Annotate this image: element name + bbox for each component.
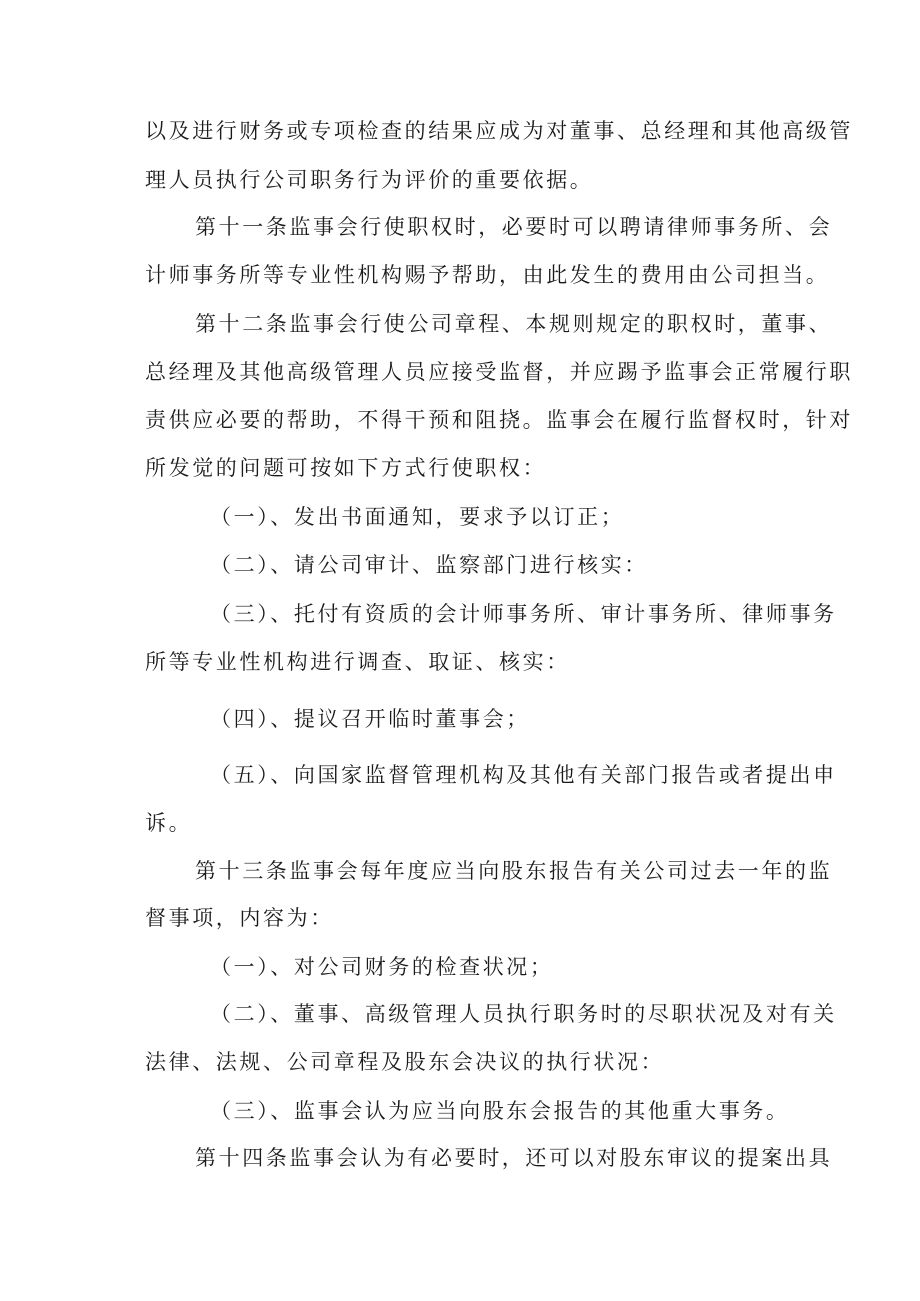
- list-item: （一）、对公司财务的检查状况；: [210, 955, 554, 979]
- list-item: （四）、提议召开临时董事会；: [210, 707, 530, 731]
- article-11-line: 第十一条监事会行使职权时，必要时可以聘请律师事务所、会: [195, 215, 833, 239]
- list-item: （二）、董事、高级管理人员执行职务时的尽职状况及对有关: [210, 1002, 837, 1026]
- article-12-line: 第十二条监事会行使公司章程、本规则规定的职权时，董事、: [195, 312, 833, 336]
- text-line: 责供应必要的帮助，不得干预和阻挠。监事会在履行监督权时，针对: [145, 408, 853, 432]
- text-line: 理人员执行公司职务行为评价的重要依据。: [145, 168, 594, 192]
- article-14-line: 第十四条监事会认为有必要时，还可以对股东审议的提案出具: [195, 1146, 833, 1170]
- article-13-line: 第十三条监事会每年度应当向股东报告有关公司过去一年的监: [195, 859, 833, 883]
- text-line: 计师事务所等专业性机构赐予帮助，由此发生的费用由公司担当。: [145, 263, 830, 287]
- list-item: （二）、请公司审计、监察部门进行核实：: [210, 553, 648, 577]
- text-line: 总经理及其他高级管理人员应接受监督，并应踢予监事会正常履行职: [145, 360, 853, 384]
- list-item: （一）、发出书面通知，要求予以订正；: [210, 505, 625, 529]
- text-line: 法律、法规、公司章程及股东会决议的执行状况：: [145, 1050, 665, 1074]
- text-line: 以及进行财务或专项检查的结果应成为对董事、总经理和其他高级管: [145, 119, 853, 143]
- list-item: （三）、监事会认为应当向股东会报告的其他重大事务。: [210, 1099, 790, 1123]
- text-line: 督事项，内容为：: [145, 906, 334, 930]
- text-line: 所等专业性机构进行调查、取证、核实：: [145, 650, 570, 674]
- list-item: （五）、向国家监督管理机构及其他有关部门报告或者提出申: [210, 763, 837, 787]
- text-line: 所发觉的问题可按如下方式行使职权：: [145, 456, 547, 480]
- list-item: （三）、托付有资质的会计师事务所、审计事务所、律师事务: [210, 602, 837, 626]
- text-line: 诉。: [145, 811, 193, 835]
